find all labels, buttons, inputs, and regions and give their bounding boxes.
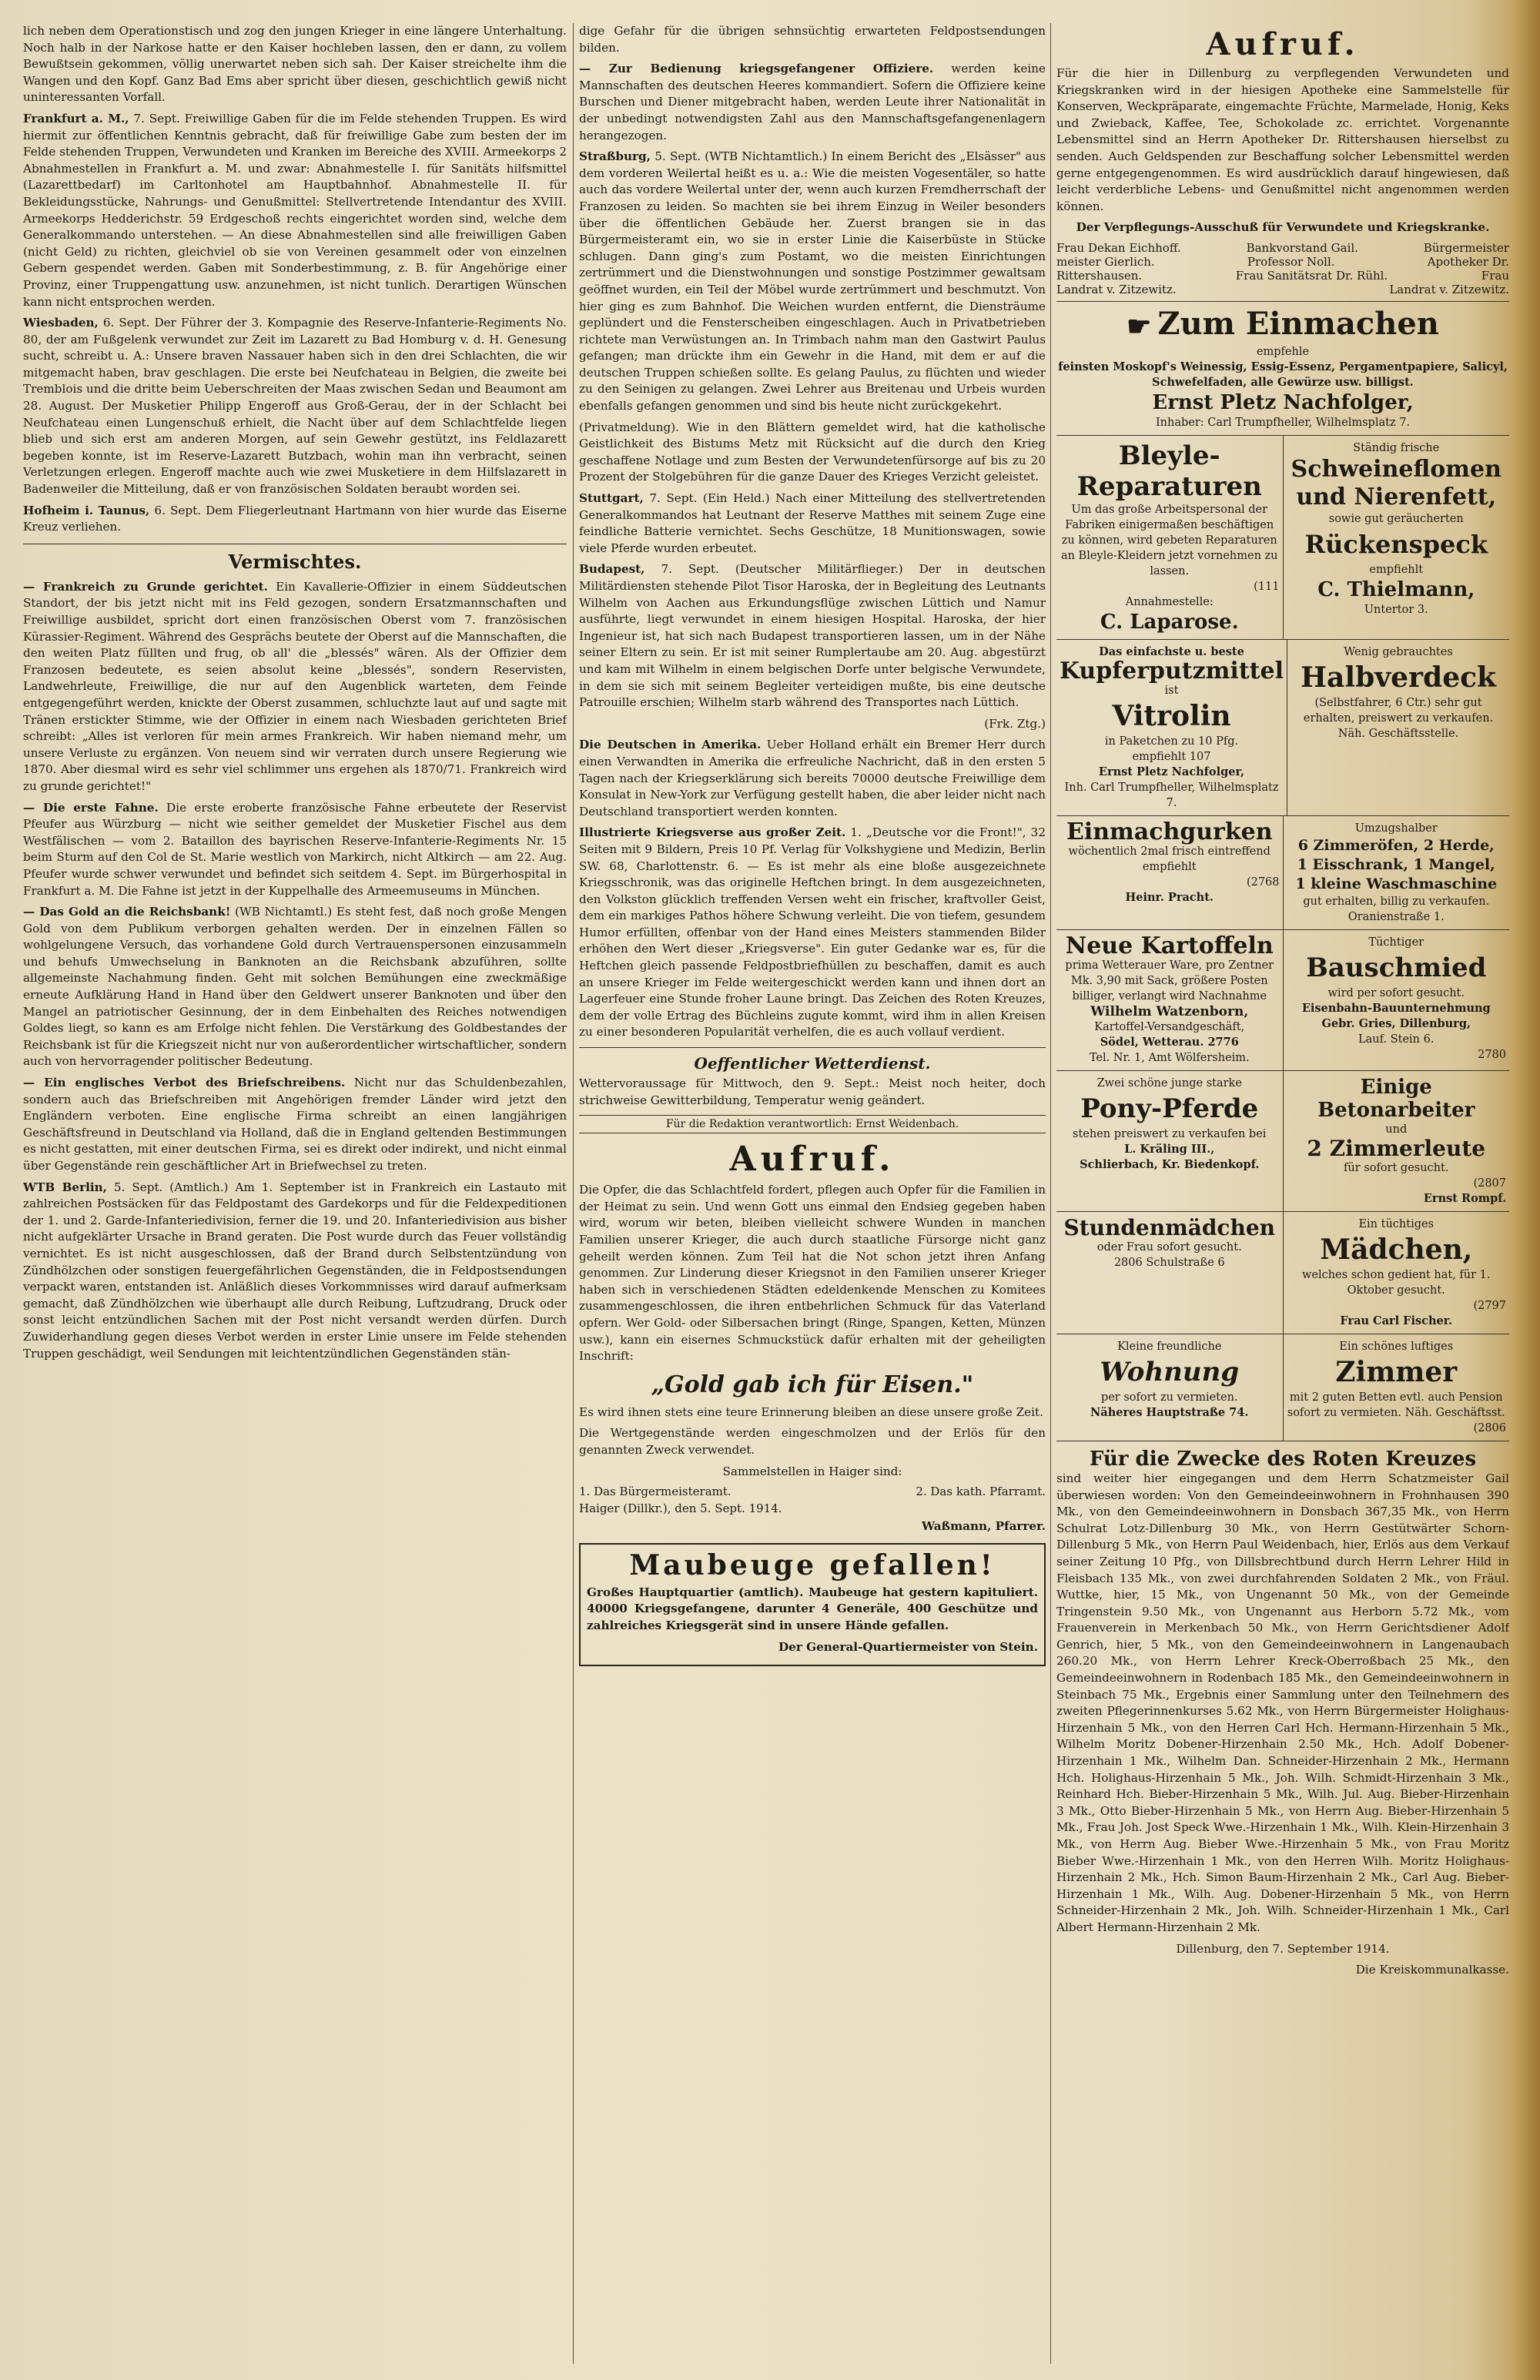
- ad-merchant: Ernst Rompf.: [1423, 1191, 1506, 1205]
- article-text: dige Gefahr für die übrigen sehnsüchtig erwarteten Feldpostsendungen bilden.: [579, 24, 1046, 55]
- appeal-place-date: Haiger (Dillkr.), den 5. Sept. 1914.: [579, 1501, 782, 1516]
- article-headline: — Das Gold an die Reichsbank!: [23, 905, 231, 919]
- ad-sub: empfehle: [1256, 345, 1310, 358]
- weather-title: Oeffentlicher Wetterdienst.: [694, 1054, 931, 1073]
- ad-title: Zimmer: [1335, 1355, 1458, 1388]
- article-headline: — Die erste Fahne.: [23, 800, 159, 815]
- ad-ref: (2806: [1473, 1421, 1506, 1434]
- ad-schweine: [1284, 436, 1510, 639]
- ad-zimmer: [1284, 1334, 1510, 1441]
- ad-gurken: [1056, 816, 1284, 929]
- ad-text: (Selbstfahrer, 6 Ctr.) sehr gut erhalten, preiswert zu verkaufen. Näh. Geschäftsstelle.: [1303, 696, 1494, 740]
- ad-owner: Inhaber: Carl Trumpfheller, Wilhelmsplatz 7.: [1155, 416, 1411, 429]
- ad-text: mit 2 guten Betten evtl. auch Pension sofort zu vermieten. Näh. Geschäftsst.: [1287, 1391, 1505, 1419]
- article-bedienung: [579, 61, 1046, 144]
- appeal-signature: [579, 1501, 1046, 1515]
- article-budapest: [579, 561, 1046, 711]
- ad-title: Schweineflomen und Nierenfett,: [1291, 455, 1502, 510]
- article-verbot: [23, 1075, 567, 1175]
- signer: Rittershausen.: [1056, 268, 1143, 283]
- article-headline: Die Deutschen in Amerika.: [579, 738, 762, 752]
- ad-label: Annahmestelle:: [1125, 595, 1214, 608]
- column-rule: [573, 23, 574, 2364]
- maubeuge-box: [579, 1543, 1046, 1666]
- article-amerika: [579, 737, 1046, 820]
- ad-row: [1056, 930, 1509, 1071]
- appeal-text: Die Opfer, die das Schlachtfeld fordert, pflegen auch Opfer für die Familien in der Heimat zu sein. Und wenn Gott uns einmal den Endsieg gegeben haben wird, worum wir beten, bleiben vielleicht schwere Wunden in manchen Familien unserer Krieger, die auch durch staatliche Fürsorge nicht ganz geheilt werden können. Zum Teil hat die Not schon jetzt ihren Anfang genommen. Zur Linderung dieser Kriegsnot in den Familien unserer Krieger haben sich in verschiedenen Städten edeldenkende Menschen zu Komitees zusammengeschlossen, die ihren entbehrlichen Schmuck für das Vaterland opfern. Wer Gold- oder Silbersachen bringt (Ringe, Spangen, Ketten, Münzen usw.), kann ein eisernes Schmuckstück dafür erhalten mit der geheiligten Inschrift:: [579, 1183, 1046, 1364]
- signer: Frau Dekan Eichhoff.: [1056, 240, 1181, 255]
- ad-top: Zwei schöne junge starke: [1096, 1076, 1242, 1090]
- ad-place: Schlierbach, Kr. Biedenkopf.: [1080, 1157, 1260, 1171]
- editor-line: Für die Redaktion verantwortlich: Ernst Weidenbach.: [579, 1115, 1046, 1133]
- ad-address: Untertor 3.: [1364, 603, 1428, 616]
- ad-label: und: [1385, 1123, 1408, 1136]
- ad-ref: (111: [1254, 580, 1280, 593]
- ad-text: welches schon gedient hat, für 1. Oktober gesucht.: [1301, 1268, 1491, 1297]
- article-wiesbaden: [23, 315, 567, 498]
- article-privatmeldung: (Privatmeldung). Wie in den Blättern gemeldet wird, hat die katholische Geistlichkeit des Bistums Metz mit Rücksicht auf die durch den Krieg geschaffene Notlage und zum Besten der Verwundetenfürsorge auf bis zu 20 Prozent der Stolgebühren für die ganze Dauer des Krieges Verzicht geleistet.: [579, 420, 1046, 484]
- article-dateline: Budapest,: [579, 562, 645, 577]
- ad-merchant: Ernst Pletz Nachfolger,: [1098, 765, 1245, 778]
- ad-product: Rückenspeck: [1304, 529, 1488, 559]
- ad-halbverdeck: [1287, 640, 1509, 815]
- article-dateline: Frankfurt a. M.,: [23, 111, 129, 126]
- ad-row: [1056, 1334, 1509, 1441]
- article-dateline: Straßburg,: [579, 149, 651, 164]
- ad-stundenmaedchen: [1056, 1212, 1284, 1334]
- ad-item: 1 Eisschrank, 1 Mangel,: [1297, 855, 1495, 873]
- article-stuttgart: [579, 490, 1046, 557]
- column-rule: [1050, 23, 1051, 2364]
- ad-ref: (2797: [1473, 1299, 1506, 1312]
- ad-text: prima Wetterauer Ware, pro Zentner Mk. 3,90 mit Sack, größere Posten billiger, verlangt wird Nachnahme: [1065, 959, 1274, 1003]
- article-body: (WB Nichtamtl.) Es steht fest, daß noch große Mengen Gold von dem Publikum verborgen gehalten werden. Der in einzelnen Fällen so wohlgelungene Versuch, das vorhandene Gold durch Vertrauenspersonen einzusammeln und behufs Umwechselung in Banknoten an die Reichsbank abzuführen, sollte allgemeinste Nachahmung finden. Geht mit solchen Bemühungen eine zweckmäßige erneute Aufklärung Hand in Hand über den Geldwert unserer Banknoten und über den Mangel an patriotischer Gesinnung, der in dem Einbehalten des Reiches notwendigen Goldes liegt, so kann es am Erfolge nicht fehlen. Die Verstärkung des Goldbestandes der Reichsbank ist für die Kriegszeit nicht nur von außerordentlicher wirtschaftlicher, sondern auch von hervorragender politischer Bedeutung.: [23, 905, 567, 1069]
- signature-row: [1056, 255, 1509, 269]
- ad-label: ist: [1164, 684, 1179, 697]
- ad-kartoffeln: [1056, 930, 1284, 1070]
- ad-wohnung: [1056, 1334, 1284, 1441]
- article-text: lich neben dem Operationstisch und zog den jungen Krieger in eine längere Unterhaltung. Noch halb in der Narkose hatte er den Kaiser hochleben lassen, den er dann, zu vollem Bewußtsein gekommen, völlig unerwartet neben sich sah. Der Kaiser streichelte ihm die Wangen und den Kopf. Ganz Bad Ems aber spricht über diesen, geschichtlich gewiß nicht uninteressanten Vorfall.: [23, 24, 567, 105]
- ad-merchant: Gebr. Gries, Dillenburg,: [1321, 1016, 1471, 1030]
- signer: Bürgermeister: [1423, 240, 1509, 255]
- ad-sub: sowie gut geräucherten: [1328, 512, 1464, 525]
- ad-merchant: Wilhelm Watzenborn,: [1090, 1003, 1249, 1019]
- ad-owner: Inh. Carl Trumpfheller, Wilhelmsplatz 7.: [1064, 781, 1279, 809]
- ad-top: Ein schönes luftiges: [1339, 1340, 1454, 1353]
- article-body: werden keine Mannschaften des deutschen Heeres kommandiert. Sofern die Offiziere keine Burschen und Diener mitgebracht haben, werden Leute ihrer Nationalität in der unbedingt notwendigsten Zahl aus den Mannschaftsgefangenenlagern herangezogen.: [579, 62, 1046, 142]
- ad-merchant: Ernst Pletz Nachfolger,: [1152, 390, 1414, 414]
- ad-umzug: [1284, 816, 1510, 929]
- ad-place: [1060, 1035, 1280, 1050]
- ad-title: Einige Betonarbeiter: [1317, 1075, 1475, 1122]
- ad-title: Mädchen,: [1320, 1233, 1473, 1266]
- ad-text: wird per sofort gesucht.: [1327, 986, 1465, 999]
- ad-merchant: C. Thielmann,: [1317, 577, 1475, 601]
- page-edge: [1511, 0, 1540, 2380]
- ad-item: 1 kleine Waschmaschine: [1295, 875, 1498, 892]
- ad-top: Kleine freundliche: [1117, 1340, 1222, 1353]
- article-body: 5. Sept. (Amtlich.) Am 1. September ist in Frankreich ein Lastauto mit zahlreichen Postsäcken für das Feldpostamt des Gardekorps und für die Feldexpeditionen der 1. und 2. Garde-Infanteriedivision, ferner die 19. und 20. Infanteriedivision aus bisher nicht aufgeklärter Ursache in Brand geraten. Die Post wurde durch das Feuer vollständig vernichtet. Es ist nicht ausgeschlossen, daß der Brand durch Selbstentzündung von Zündhölzchen oder sonstigen feuergefährlichen Gegenständen, die in Feldpostsendungen verpackt waren, entstanden ist. Anläßlich dieses Vorkommnisses wird darauf aufmerksam gemacht, daß Zündhölzchen wie überhaupt alle durch Reibung, Luftzudrang, Druck oder sonst leicht entzündlichen Sachen mit der Post nicht versandt werden dürfen. Durch Zuwiderhandlung gegen dieses Verbot werden in erster Linie unsere im Felde stehenden Truppen geschädigt, weil Sendungen mit leichtentzündlichen Gegenständen stän-: [23, 1180, 567, 1361]
- ad-maedchen: [1284, 1212, 1510, 1334]
- ad-ref: (2768: [1246, 875, 1280, 889]
- ad-bauschmied: [1284, 930, 1510, 1070]
- article-body: Ueber Holland erhält ein Bremer Herr durch einen Verwandten in Amerika die erfreuliche Nachricht, daß in den ersten 5 Tagen nach der Kriegserklärung sich bereits 70000 deutsche Freiwillige dem Konsulat in New-York zur Verfügung gestellt haben, die aber leider nicht nach Deutschland transportiert werden konnten.: [579, 738, 1046, 818]
- ad-ref: 2780: [1478, 1048, 1506, 1061]
- ad-title: Halbverdeck: [1301, 661, 1496, 694]
- signer: Landrat v. Zitzewitz.: [1056, 282, 1177, 296]
- article-gold: [23, 904, 567, 1070]
- divider: [579, 1047, 1046, 1048]
- article-frankfurt: [23, 111, 567, 310]
- appeal-text: Für die hier in Dillenburg zu verpflegenden Verwundeten und Kriegskranken wird in der hiesigen Apotheke eine Sammelstelle für Konserven, Weckpräparate, eingemachte Früchte, Marmelade, Honig, Keks und Zwieback, Kaffee, Tee, Schokolade zc. errichtet. Vorgenannte Lebensmittel sind an Herrn Apotheker Dr. Rittershausen hierselbst zu senden. Auch Geldspenden zur Beschaffung solcher Lebensmittel werden gerne entgegengenommen. Es wird ausdrücklich darauf hingewiesen, daß leicht verderbliche Lebens- und Genußmittel nicht angenommen werden können.: [1056, 66, 1509, 213]
- ad-title: Wohnung: [1100, 1356, 1240, 1387]
- article-body: Nicht nur das Schuldenbezahlen, sondern auch das Briefschreiben mit Angehörigen fremder Länder wird jetzt den Engländern verboten. Eine englische Firma schreibt an einen langjährigen Geschäftsfreund in Deutschland via Holland, daß die in England geltenden Bestimmungen es nicht gestatten, mit einer deutschen Firma, sei es direkt oder indirekt, und nicht einmal über Gegenstände rein geschäftlicher Art in Briefwechsel zu treten.: [23, 1076, 567, 1173]
- ad-top: Umzugshalber: [1354, 822, 1438, 835]
- ad-row: [1056, 1212, 1509, 1334]
- ad-text: per sofort zu vermieten.: [1100, 1391, 1238, 1404]
- ad-label: empfiehlt: [1369, 563, 1424, 576]
- maubeuge-text: Großes Hauptquartier (amtlich). Maubeuge hat gestern kapituliert. 40000 Kriegsgefangene, darunter 4 Generäle, 400 Geschütze und zahlreiches Kriegsgerät sind in unsere Hände gefallen.: [587, 1585, 1038, 1632]
- ad-pony: [1056, 1071, 1284, 1211]
- signer: Professor Noll.: [1247, 254, 1335, 269]
- ad-row: [1056, 640, 1509, 816]
- ad-text: oder Frau sofort gesucht.: [1096, 1240, 1242, 1254]
- article-headline: — Zur Bedienung kriegsgefangener Offiziere.: [579, 62, 934, 76]
- ad-phone: Tel. Nr. 1, Amt Wölfersheim.: [1089, 1051, 1250, 1064]
- section-title: Vermischtes.: [23, 544, 567, 573]
- signer: Bankvorstand Gail.: [1246, 240, 1358, 255]
- ad-title: Bleyle-Reparaturen: [1076, 440, 1262, 502]
- ad-address: [1060, 1255, 1280, 1270]
- column-right: [1056, 23, 1509, 2364]
- appeal-title: Aufruf.: [1206, 26, 1360, 62]
- ad-ref: 107: [1189, 750, 1211, 763]
- ad-text: feinsten Moskopf's Weinessig, Essig-Essenz, Pergamentpapiere, Salicyl, Schwefelfaden, alle Gewürze usw. billigst.: [1058, 360, 1508, 389]
- ad-top: Das einfachste u. beste: [1099, 644, 1244, 658]
- ad-item: 6 Zimmeröfen, 2 Herde,: [1297, 836, 1495, 854]
- ad-title: Kupferputzmittel: [1060, 657, 1284, 685]
- ad-place-text: Södel, Wetterau.: [1100, 1035, 1204, 1049]
- article-body: 7. Sept. Freiwillige Gaben für die im Felde stehenden Truppen. Es wird hiermit zur öffentlichen Kenntnis gebracht, daß für freiwillige Gabe zum besten der im Felde stehenden Truppen, Verwundeten und Kranken im Bereiche des XVIII. Armeekorps 2 Abnahmestellen in Frankfurt a. M. und zwar: Abnahmestelle I. für Sanitäts hilfsmittel (Lazarettbedarf) im Carltonhotel am Hauptbahnhof. Abnahmestelle II. für Bekleidungsstücke, Nahrungs- und Genußmittel: Stellvertretende Intendantur des XVIII. Armeekorps Hedderichstr. 59 Erdgeschoß rechts eingerichtet worden sind, welche dem Generalkommando unterstehen. — An diese Abnahmestellen sind alle freiwilligen Gaben (nicht Geld) zu richten, gleichviel ob sie von Vereinen gesammelt oder von einzelnen Gebern gespendet werden. Gaben mit Sonderbestimmung, z. B. für Angehörige einer Provinz, einer Truppengattung usw. anzunehmen, ist nicht tunlich. Derartigen Wünschen kann nicht entsprochen werden.: [23, 111, 567, 309]
- article-body: 6. Sept. Der Führer der 3. Kompagnie des Reserve-Infanterie-Regiments No. 80, der am Fußgelenk verwundet zur Zeit im Lazarett zu Bad Homburg v. d. H. Genesung sucht, schreibt u. A.: Unsere braven Nassauer haben sich in den drei Schlachten, die wir mitgemacht haben, brav geschlagen. Die erste bei Neufchateau in Belgien, die zweite bei Tremblois und die dritte beim Ueberschreiten der Maas zwischen Sedan und Beaumont am 28. August. Der Musketier Philipp Engeroff aus Groß-Gerau, der in der Schlacht bei Neufchateau einen Lungenschuß erhielt, die Nacht über auf dem Schlachtfelde liegen blieb und sich erst am anderen Morgen, auf sein Gewehr gestützt, ins Feldlazarett begeben konnte, ist im Reserve-Lazarett Butzbach, wohin man ihn verbracht, seinen Verletzungen erlegen. Engeroff machte auch wie zwei Musketiere in dem Hilfslazarett in Badenweiler die Mitteilung, daß er von französischen Soldaten beraubt worden sei.: [23, 316, 567, 497]
- ad-einmachen: [1056, 301, 1509, 436]
- ad-top: Ein tüchtiges: [1358, 1217, 1435, 1230]
- collection-point: 2. Das kath. Pfarramt.: [916, 1485, 1046, 1499]
- ad-betonarbeiter: [1284, 1071, 1510, 1211]
- maubeuge-signature: Der General-Quartiermeister von Stein.: [778, 1639, 1038, 1654]
- appeal-slogan: „Gold gab ich für Eisen.": [651, 1371, 974, 1398]
- article-dateline: WTB Berlin,: [23, 1180, 107, 1194]
- signer: Frau Sanitätsrat Dr. Rühl.: [1235, 268, 1388, 283]
- article-dateline: Hofheim i. Taunus,: [23, 503, 150, 517]
- article-source: (Frk. Ztg.): [984, 716, 1046, 731]
- collection-points: [579, 1485, 1046, 1498]
- article-body: Die erste eroberte französische Fahne erbeutete der Reservist Pfeufer aus Würzburg — nicht wie seither gemeldet der Musketier Fischel aus dem Westfälischen — vom 2. Bataillon des bayrischen Reserve-Infanterie-Regiments Nr. 15 beim Sturm auf den Col de St. Marie westlich von Markirch, nicht Altkirch — am 22. Aug. Pfeufer wurde schwer verwundet und befindet sich seitdem 4. Sept. im Bürgerhospital in Frankfurt a. M. Die Fahne ist jetzt in der Kuppelhalle des Armeemuseums in München.: [23, 800, 567, 898]
- collection-title: Sammelstellen in Haiger sind:: [722, 1464, 902, 1478]
- appeal-signer: Waßmann, Pfarrer.: [921, 1519, 1046, 1534]
- red-cross-text: sind weiter hier eingegangen und dem Herrn Schatzmeister Gail überwiesen worden: Von den Gemeindeeinwohnern in Frohnhausen 390 Mk., von den Gemeindeeinwohnern in Donsbach 367,35 Mk., von Herrn Schulrat Lotz-Dillenburg 30 Mk., von Herrn Gestütwärter Schorn-Dillenburg 5 Mk., von Herrn Paul Weidenbach, hier, Erlös aus dem Verkauf seiner Zeitung 10 Pfg., von Dillsbrechtbund durch Herrn Lehrer Hild in Fleisbach 135 Mk., von zwei durchfahrenden Soldaten 2 Mk., von Fräul. Wuttke, hier, 15 Mk., von Ungenannt 50 Mk., von der Gemeinde Tringenstein 9.50 Mk., von Ungenannt aus Herborn 5.72 Mk., vom Frauenverein in Merkenbach 50 Mk., von Herrn Gerichtsdiener Adolf Genrich, hier, 5 Mk., von den Gemeindeeinwohnern in Langenaubach 260.20 Mk., von Herrn Lehrer Kreck-Oberroßbach 25 Mk., den Gemeindeeinwohnern in Rodenbach 185 Mk., den Gemeindeeinwohnern in Steinbach 75 Mk., Ergebnis einer Sammlung unter den Teilnehmern des zweiten Pflegerinnenkurses 5.62 Mk., von Herrn Bürgermeister Holighaus-Hirzenhain 5 Mk., von den Herren Carl Hch. Hermann-Hirzenhain 5 Mk., Wilhelm Moritz Dobener-Hirzenhain 2.50 Mk., Hch. Adolf Dobener-Hirzenhain 1 Mk., Wilhelm Dan. Schneider-Hirzenhain 2 Mk., Hermann Hch. Holighaus-Hirzenhain 5 Mk., Joh. Wilh. Schmidt-Hirzenhain 3 Mk., Reinhard Hch. Bieber-Hirzenhain 5 Mk., Wilh. Jul. Aug. Bieber-Hirzenhain 3 Mk., Otto Bieber-Hirzenhain 5 Mk., von Herrn Aug. Bieber-Hirzenhain 5 Mk., Frau Joh. Jost Speck Wwe.-Hirzenhain 1 Mk., Wilh. Klein-Hirzenhain 3 Mk., von Herrn Aug. Bieber Wwe.-Hirzenhain 5 Mk., von Frau Moritz Bieber Wwe.-Hirzenhain 1 Mk., von den Herren Wilh. Moritz Holighaus-Hirzenhain 2 Mk., Hch. Simon Baum-Hirzenhain 2 Mk., Carl Aug. Bieber-Hirzenhain 1 Mk., Wilh. Aug. Dobener-Hirzenhain 5 Mk., von Herrn Schneider-Hirzenhain 2 Mk., Joh. Wilh. Schneider-Hirzenhain 1 Mk., Carl Albert Hermann-Hirzenhain 2 Mk.: [1056, 1471, 1509, 1934]
- ad-top: Tüchtiger: [1368, 936, 1424, 949]
- ad-title: Stundenmädchen: [1063, 1214, 1276, 1240]
- signer: meister Gierlich.: [1056, 254, 1155, 269]
- collection-point: 1. Das Bürgermeisteramt.: [579, 1485, 732, 1499]
- ad-bleyle: [1056, 436, 1284, 639]
- maubeuge-title: Maubeuge gefallen!: [629, 1548, 996, 1582]
- ad-text: für sofort gesucht.: [1344, 1161, 1449, 1174]
- ad-merchant: Frau Carl Fischer.: [1340, 1314, 1453, 1327]
- column-middle: [579, 23, 1046, 2364]
- appeal-title: Aufruf.: [729, 1140, 896, 1180]
- article-dateline: Stuttgart,: [579, 491, 644, 506]
- ad-merchant: C. Laparose.: [1100, 610, 1239, 634]
- red-cross-signature: Die Kreiskommunalkasse.: [1355, 1963, 1509, 1977]
- ad-address: Lauf. Stein 6.: [1358, 1033, 1435, 1046]
- article-fahne: [23, 800, 567, 900]
- signer: Apotheker Dr.: [1427, 254, 1509, 269]
- signature-row: [1056, 241, 1509, 255]
- article-berlin: [23, 1180, 567, 1363]
- ad-sub: Kartoffel-Versandgeschäft,: [1094, 1020, 1245, 1033]
- ad-title: 2 Zimmerleute: [1307, 1135, 1486, 1161]
- article-frankreich: [23, 579, 567, 795]
- ad-top: Ständig frische: [1353, 441, 1440, 454]
- article-hofheim: [23, 503, 567, 536]
- ad-brand: Vitrolin: [1112, 699, 1231, 732]
- article-kriegsverse: [579, 825, 1046, 1041]
- article-body: 7. Sept. (Ein Held.) Nach einer Mitteilung des stellvertretenden Generalkommandos hat Leutnant der Reserve Matthes mit seinem Zuge eine feindliche Batterie vernichtet. Sechs Geschütze, 18 Munitionswagen, sowie viele Pferde wurden erbeutet.: [579, 491, 1046, 555]
- signer: Landrat v. Zitzewitz.: [1389, 282, 1509, 296]
- article-body: 6. Sept. Dem Fliegerleutnant Hartmann von hier wurde das Eiserne Kreuz verliehen.: [23, 503, 567, 534]
- ad-title: Bauschmied: [1306, 952, 1487, 983]
- ad-ref: 2776: [1207, 1035, 1239, 1049]
- ad-kupfer: [1056, 640, 1287, 815]
- article-body: Ein Kavallerie-Offizier in einem Süddeutschen Standort, der bis jetzt nicht mit ins Feld gezogen, sondern Ersatzmannschaften und Freiwillige ausbildet, spricht dort einen französischen Oberst vom 7. französischen Kürassier-Regiment. Während des Gesprächs beutete der Oberst auf die Mannschaften, die den weiten Platz füllten und frug, ob all' die „blessés" wären. Als der Offizier dem Franzosen bedeutete, es seien absolut keine „blessés", sondern Reservisten, Landwehrleute, Freiwillige, die nur auf den Augenblick warteten, dem Feinde entgegengeführt werden, knickte der Oberst zusammen, schluchzte laut auf und sagte mit Tränen erstickter Stimme, wie der Offizier in einem nach Wiesbaden gerichteten Brief schreibt: „Alles ist verloren für mein armes Frankreich. Wir haben niemand mehr, um unsere Verluste zu ergänzen. Von neuem sind wir verraten durch unsere Regierung wie 1870. Aber diesmal wird es sehr viel schlimmer uns ergehen als 1870/71. Frankreich wird zu grunde gerichtet!": [23, 579, 567, 793]
- appeal-committee: Der Verpflegungs-Ausschuß für Verwundete und Kriegskranke.: [1076, 220, 1490, 235]
- ad-label-text: empfiehlt: [1132, 750, 1187, 763]
- ad-address: Näheres Hauptstraße 74.: [1090, 1405, 1249, 1419]
- article-headline: — Frankreich zu Grunde gerichtet.: [23, 579, 268, 594]
- article-body: 1. „Deutsche vor die Front!", 32 Seiten mit 9 Bildern, Preis 10 Pf. Verlag für Volkshygiene und Medizin, Berlin SW. 68, Charlottenstr. 6. — Es ist mehr als eine bloße ausgezeichnete Kriegsschronik, was das originelle Heftchen bringt. In dem ausgezeichneten, den Volkston glücklich treffenden Versen weht ein frischer, kraftvoller Geist, dem ein markiges Pathos höhere Schwung verleiht. Die von tiefem, gesundem Humor erfüllten, offenbar von der Hand eines Meisters stammenden Bilder erhöhen den Wert dieser „Kriegsverse". Ein guter Gedanke war es, für die Heftchen gleich passende Feldpostbriefhüllen zu beschaffen, damit es auch an unsere Krieger im Felde weitergeschickt werden kann und ihnen dort an Lagerfeuer eine Stunde froher Laune bringt. Das Zeichen des Roten Kreuzes, dem der volle Ertrag des Büchleins zugute kommt, wird ihm in allen Kreisen zu einer besonderen Popularität verhelfen, die es auch vollauf verdient.: [579, 825, 1046, 1039]
- column-left: [23, 23, 567, 2364]
- article-strassburg: [579, 149, 1046, 415]
- red-cross-title: Für die Zwecke des Roten Kreuzes: [1089, 1447, 1477, 1471]
- article-body: 5. Sept. (WTB Nichtamtlich.) In einem Bericht des „Elsässer" aus dem vorderen Weilertal heißt es u. a.: Wie die meisten Vogesentäler, so hatte auch das vordere Weilertal unter der, wenn auch kurzen Fremdherrschaft der Franzosen zu leiden. So machten sie bei ihrem Einzug in Weiler besonders über die öffentlichen Gebäude her. Zuerst brangen sie in das Bürgermeisteramt ein, wo sie in erster Linie die Kaiserbüste in Stücke schlugen. Dann ging's zum Postamt, wo die meisten Einrichtungen zertrümmert und die Dienstwohnungen und sonstige Postzimmer gewaltsam geöffnet wurden, ein Teil der Möbel wurde zertrümmert und beschmutzt. Von hier ging es zum Bahnhof. Die Weichen wurden entfernt, die Diensträume geplündert und die Fensterscheiben eingeschlagen. Auch in Privatbetrieben richtete man Verwüstungen an. In Trimbach nahm man den Gastwirt Paulus gefangen; man drückte ihm ein Gewehr in die Hand, mit dem er auf die deutschen Truppen schießen sollte. Es gelang Paulus, zu flüchten und wieder zu den Seinigen zu gelangen. Zwei Lehrer aus Breitenau und Urbeis wurden ebenfalls gefangen genommen und sind bis heute nicht zurückgekehrt.: [579, 149, 1046, 413]
- red-cross-date: Dillenburg, den 7. September 1914.: [1176, 1941, 1390, 1956]
- weather-forecast: Wettervoraussage für Mittwoch, den 9. Sept.: Meist noch heiter, doch strichweise Gewitterbildung, Temperatur wenig geändert.: [579, 1076, 1046, 1107]
- ad-top: Wenig gebrauchtes: [1344, 645, 1453, 658]
- article-headline: — Ein englisches Verbot des Briefschreibens.: [23, 1076, 346, 1090]
- article-body: 7. Sept. (Deutscher Militärflieger.) Der in deutschen Militärdiensten stehende Pilot Tisor Haroska, der in Begleitung des Leutnants Wilhelm von Aachen aus Erkundungsflüge zwischen Lüttich und Namur ausführte, liegt verwundet in einem hiesigen Hospital. Haroska, der hier Ingenieur ist, hat sich nach Budapest transportieren lassen, um in der Nähe seiner Eltern zu sein. Er ist mit seiner Rumplertaube am 20. Aug. abgestürzt und kam mit Wilhelm in einem belgischen Dorfe unter belgische Verwundete, in dem sie sich mit seinem Begleiter verteidigen mußte, bis eine deutsche Patrouille erschien; Wilhelm starb während des Transportes nach Lüttich.: [579, 562, 1046, 710]
- signature-row: [1056, 269, 1509, 283]
- ad-text: wöchentlich 2mal frisch eintreffend empfiehlt: [1068, 845, 1270, 873]
- ad-ref: (2807: [1473, 1177, 1506, 1190]
- ad-ref: 2806: [1113, 1256, 1143, 1269]
- ad-merchant: Heinr. Pracht.: [1125, 890, 1214, 904]
- ad-address-text: Schulstraße 6: [1146, 1256, 1225, 1269]
- article-dateline: Wiesbaden,: [23, 316, 99, 330]
- appeal-text: Es wird ihnen stets eine teure Erinnerung bleiben an diese unsere große Zeit.: [579, 1404, 1043, 1419]
- article-headline: Illustrierte Kriegsverse aus großer Zeit.: [579, 825, 846, 840]
- ad-title: Einmachgurken: [1066, 818, 1273, 845]
- ad-title: [1058, 306, 1508, 344]
- ad-text: stehen preiswert zu verkaufen bei: [1073, 1127, 1267, 1140]
- signer: Frau: [1481, 268, 1509, 283]
- ad-firm: Eisenbahn-Bauunternehmung: [1301, 1001, 1491, 1015]
- ad-title: Neue Kartoffeln: [1065, 932, 1274, 959]
- ad-title: Pony-Pferde: [1080, 1093, 1259, 1124]
- ad-title-text: Zum Einmachen: [1157, 305, 1439, 342]
- ad-price: in Paketchen zu 10 Pfg.: [1104, 735, 1239, 748]
- ad-row: [1056, 1071, 1509, 1212]
- ad-merchant: L. Kräling III.,: [1124, 1142, 1215, 1156]
- pointing-hand-icon: ☛: [1127, 310, 1152, 343]
- signature-row: [1056, 283, 1509, 296]
- ad-text: gut erhalten, billig zu verkaufen. Oranienstraße 1.: [1303, 895, 1490, 923]
- ad-row: [1056, 816, 1509, 930]
- ad-row: [1056, 436, 1509, 640]
- ad-text: Um das große Arbeitspersonal der Fabriken einigermaßen beschäftigen zu können, wird gebeten Reparaturen an Bleyle-Kleidern jetzt vornehmen zu lassen.: [1060, 503, 1278, 577]
- appeal-text: Die Wertgegenstände werden eingeschmolzen und der Erlös für den genannten Zweck verwendet.: [579, 1426, 1046, 1457]
- ad-label: [1060, 749, 1284, 765]
